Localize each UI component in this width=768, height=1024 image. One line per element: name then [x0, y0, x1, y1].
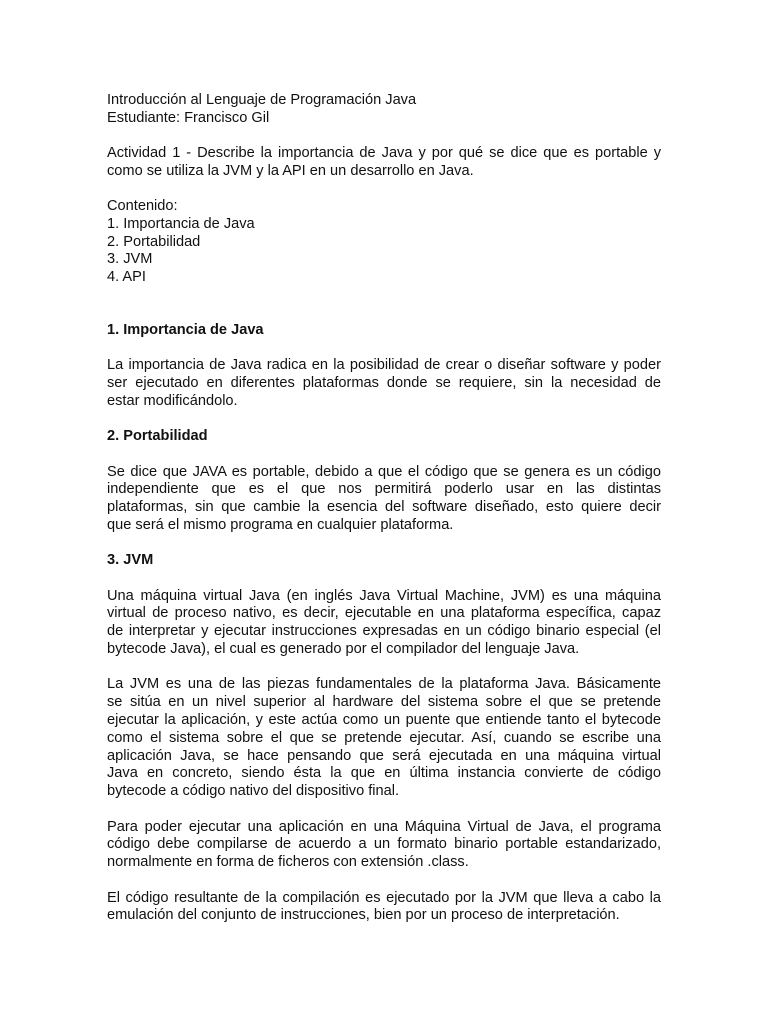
- section-paragraph: [107, 819, 661, 872]
- section-paragraph: [107, 676, 661, 801]
- document-page: [107, 92, 661, 925]
- paragraph-line: Para poder ejecutar una aplicación en una Máquina Virtual de Java, el programa: [107, 818, 661, 835]
- section-paragraph: [107, 464, 661, 535]
- section-heading: 3. JVM: [107, 552, 154, 569]
- paragraph-line: El código resultante de la compilación es ejecutado por la JVM que lleva a cabo la: [107, 889, 661, 906]
- paragraph-line: de interpretar y ejecutar instrucciones expresadas en un código binario especial (el: [107, 623, 661, 640]
- paragraph-line: La importancia de Java radica en la posibilidad de crear o diseñar software y poder: [107, 357, 661, 374]
- contents-label: Contenido:: [107, 197, 178, 214]
- paragraph-line: Se dice que JAVA es portable, debido a que el código que se genera es un código: [107, 463, 661, 480]
- paragraph-line: plataformas, sin que cambie la esencia del software diseñado, esto quiere decir: [107, 499, 661, 516]
- paragraph-line: bytecode Java), el cual es generado por el compilador del lenguaje Java.: [107, 641, 580, 658]
- paragraph-line: ser ejecutado en diferentes plataformas donde se requiere, sin la necesidad de: [107, 374, 661, 391]
- contents-list: [107, 198, 661, 287]
- section-paragraph: [107, 890, 661, 926]
- paragraph-line: que será el mismo programa en cualquier plataforma.: [107, 516, 454, 533]
- contents-item: 3. JVM: [107, 251, 153, 268]
- paragraph-line: independiente que es el que nos permitirá poderlo usar en las distintas: [107, 481, 661, 498]
- paragraph-line: estar modificándolo.: [107, 392, 238, 409]
- section-heading: 2. Portabilidad: [107, 428, 208, 445]
- paragraph-line: Java en concreto, siendo ésta la que en última instancia convierte de código: [107, 765, 661, 782]
- paragraph-line: La JVM es una de las piezas fundamentales de la plataforma Java. Básicamente: [107, 676, 661, 693]
- paragraph-line: aplicación Java, se hace pensando que será ejecutada en una máquina virtual: [107, 747, 661, 764]
- contents-item: 2. Portabilidad: [107, 233, 201, 250]
- paragraph-line: se sitúa en un nivel superior al hardware del sistema sobre el que se pretende: [107, 694, 661, 711]
- paragraph-line: virtual de proceso nativo, es decir, ejecutable en una plataforma específica, capaz: [107, 605, 661, 622]
- section-heading: 1. Importancia de Java: [107, 321, 264, 338]
- course-title: Introducción al Lenguaje de Programación Java: [107, 92, 417, 108]
- student-name: Estudiante: Francisco Gil: [107, 109, 270, 126]
- paragraph-line: Una máquina virtual Java (en inglés Java Virtual Machine, JVM) es una máquina: [107, 587, 661, 604]
- paragraph-line: como el sistema sobre el que se pretende ejecutar. Así, cuando se escribe una: [107, 729, 661, 746]
- paragraph-line: código debe compilarse de acuerdo a un formato binario portable estandarizado,: [107, 836, 661, 853]
- section-paragraph: [107, 357, 661, 410]
- activity-line: Actividad 1 - Describe la importancia de Java y por qué se dice que es portable y: [107, 144, 661, 161]
- contents-item: 4. API: [107, 269, 146, 286]
- paragraph-line: ejecutar la aplicación, y este actúa como un puente que entiende tanto el bytecode: [107, 712, 661, 729]
- paragraph-line: emulación del conjunto de instrucciones, bien por un proceso de interpretación.: [107, 907, 620, 924]
- contents-item: 1. Importancia de Java: [107, 215, 255, 232]
- paragraph-line: bytecode a código nativo del dispositivo final.: [107, 783, 400, 800]
- activity-line: como se utiliza la JVM y la API en un desarrollo en Java.: [107, 162, 474, 179]
- section-paragraph: [107, 588, 661, 659]
- activity-statement: [107, 145, 661, 181]
- paragraph-line: normalmente en forma de ficheros con extensión .class.: [107, 854, 469, 871]
